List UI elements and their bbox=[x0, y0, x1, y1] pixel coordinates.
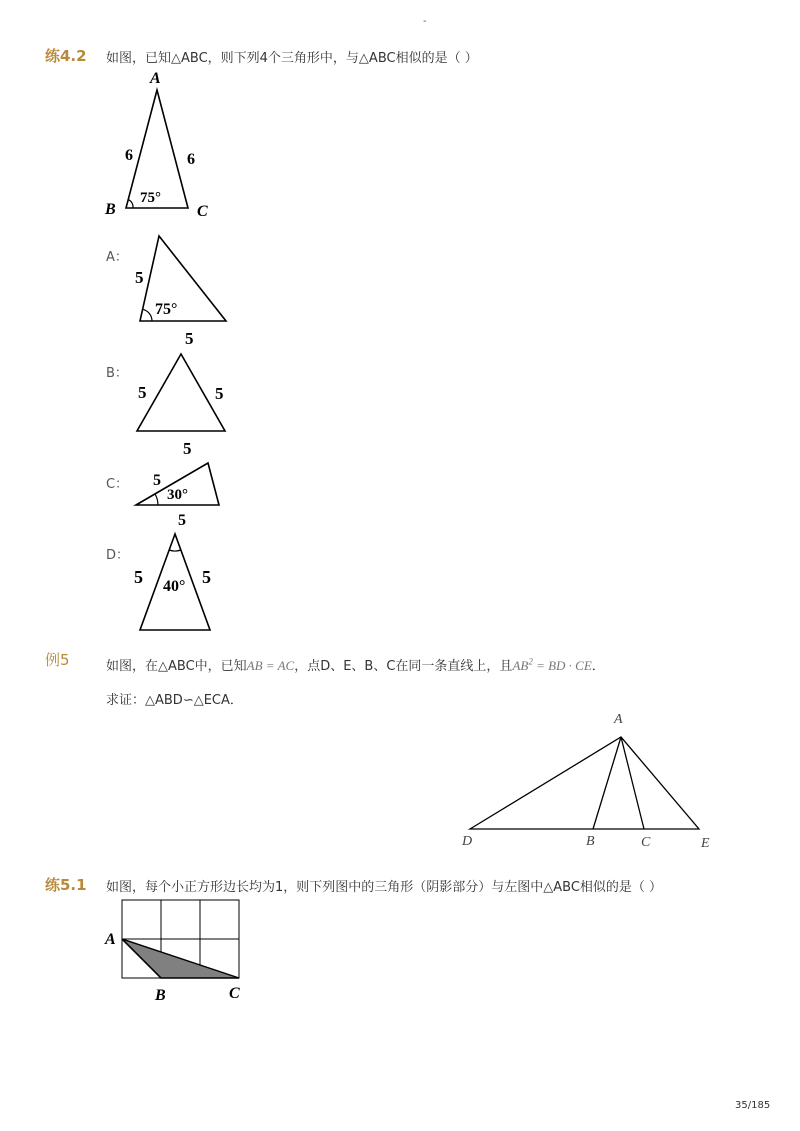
option-d-figure[interactable] bbox=[128, 530, 228, 635]
option-c-label: C： bbox=[106, 477, 129, 492]
option-a-label: A： bbox=[106, 250, 128, 265]
option-b-side-right: 5 bbox=[215, 384, 224, 403]
side-ac-label: 6 bbox=[187, 151, 195, 168]
q51-label: 练5.1 bbox=[45, 876, 87, 894]
option-a-side-left: 5 bbox=[135, 268, 144, 287]
angle-b-arc bbox=[128, 200, 133, 208]
ex5-math-ab2 bbox=[512, 658, 591, 673]
ex5-text-suffix: ． bbox=[591, 659, 605, 674]
ex5-vertex-a: A bbox=[614, 712, 623, 727]
q42-text: 如图，已知△ABC，则下列4个三角形中，与△ABC相似的是（ ） bbox=[106, 51, 478, 66]
q51-vertex-a: A bbox=[105, 931, 116, 948]
option-c-angle-arc bbox=[155, 494, 158, 505]
option-b-side-bottom: 5 bbox=[183, 439, 192, 458]
q51-shaded-triangle bbox=[122, 939, 239, 978]
q42-label: 练4.2 bbox=[45, 47, 87, 65]
ex5-text-mid: ，点D、E、B、C在同一条直线上，且 bbox=[294, 659, 513, 674]
vertex-a-label: A bbox=[150, 70, 161, 87]
ex5-vertex-d: D bbox=[462, 834, 473, 849]
ex5-proof: 求证：△ABD∽△ECA． bbox=[106, 693, 243, 708]
option-c-angle-label: 30° bbox=[167, 487, 188, 503]
angle-b-label: 75° bbox=[140, 190, 161, 206]
ex5-vertex-c: C bbox=[641, 835, 651, 850]
ex5-vertex-b: B bbox=[586, 834, 595, 849]
ex5-triangle-ade bbox=[470, 737, 699, 829]
ex5-math-ab2-sup: 2 bbox=[528, 656, 533, 667]
option-c-side-bottom: 5 bbox=[178, 512, 186, 529]
vertex-b-label: B bbox=[105, 201, 116, 218]
option-b-side-left: 5 bbox=[138, 383, 147, 402]
ex5-text-prefix: 如图，在△ABC中，已知 bbox=[106, 659, 247, 674]
ex5-math-ab2-base: AB bbox=[512, 658, 529, 673]
option-c-figure[interactable] bbox=[128, 458, 228, 530]
ex5-math-ab2-rest: = BD · CE bbox=[532, 658, 592, 673]
option-a-angle-arc bbox=[143, 309, 152, 321]
option-d-side-right: 5 bbox=[202, 567, 211, 587]
ex5-figure bbox=[455, 705, 725, 855]
option-d-label: D： bbox=[106, 548, 130, 563]
option-b-figure[interactable] bbox=[128, 348, 238, 458]
header-dash: - bbox=[423, 16, 427, 27]
q42-main-triangle-figure bbox=[100, 68, 230, 223]
option-c-side-left: 5 bbox=[153, 472, 161, 489]
ex5-label: 例5 bbox=[45, 651, 70, 669]
page-number: 35/185 bbox=[735, 1100, 771, 1111]
option-d-angle-label: 40° bbox=[163, 578, 186, 595]
ex5-vertex-e: E bbox=[701, 836, 710, 851]
option-a-angle-label: 75° bbox=[155, 301, 178, 318]
option-a-figure[interactable] bbox=[128, 230, 238, 348]
option-d-side-left: 5 bbox=[134, 567, 143, 587]
q51-grid-figure bbox=[100, 894, 250, 1006]
option-b-label: B： bbox=[106, 366, 128, 381]
option-a-triangle bbox=[140, 236, 226, 321]
option-d-angle-arc bbox=[169, 550, 181, 551]
vertex-c-label: C bbox=[197, 203, 208, 220]
q51-vertex-b: B bbox=[155, 987, 166, 1004]
side-ab-label: 6 bbox=[125, 147, 133, 164]
ex5-math-ab-ac: AB = AC bbox=[246, 658, 295, 673]
q51-text: 如图，每个小正方形边长均为1，则下列图中的三角形（阴影部分）与左图中△ABC相似的是（ ） bbox=[106, 880, 663, 895]
option-b-triangle bbox=[137, 354, 225, 431]
q51-vertex-c: C bbox=[229, 985, 240, 1002]
option-a-side-bottom: 5 bbox=[185, 329, 194, 348]
ex5-text bbox=[106, 655, 605, 674]
